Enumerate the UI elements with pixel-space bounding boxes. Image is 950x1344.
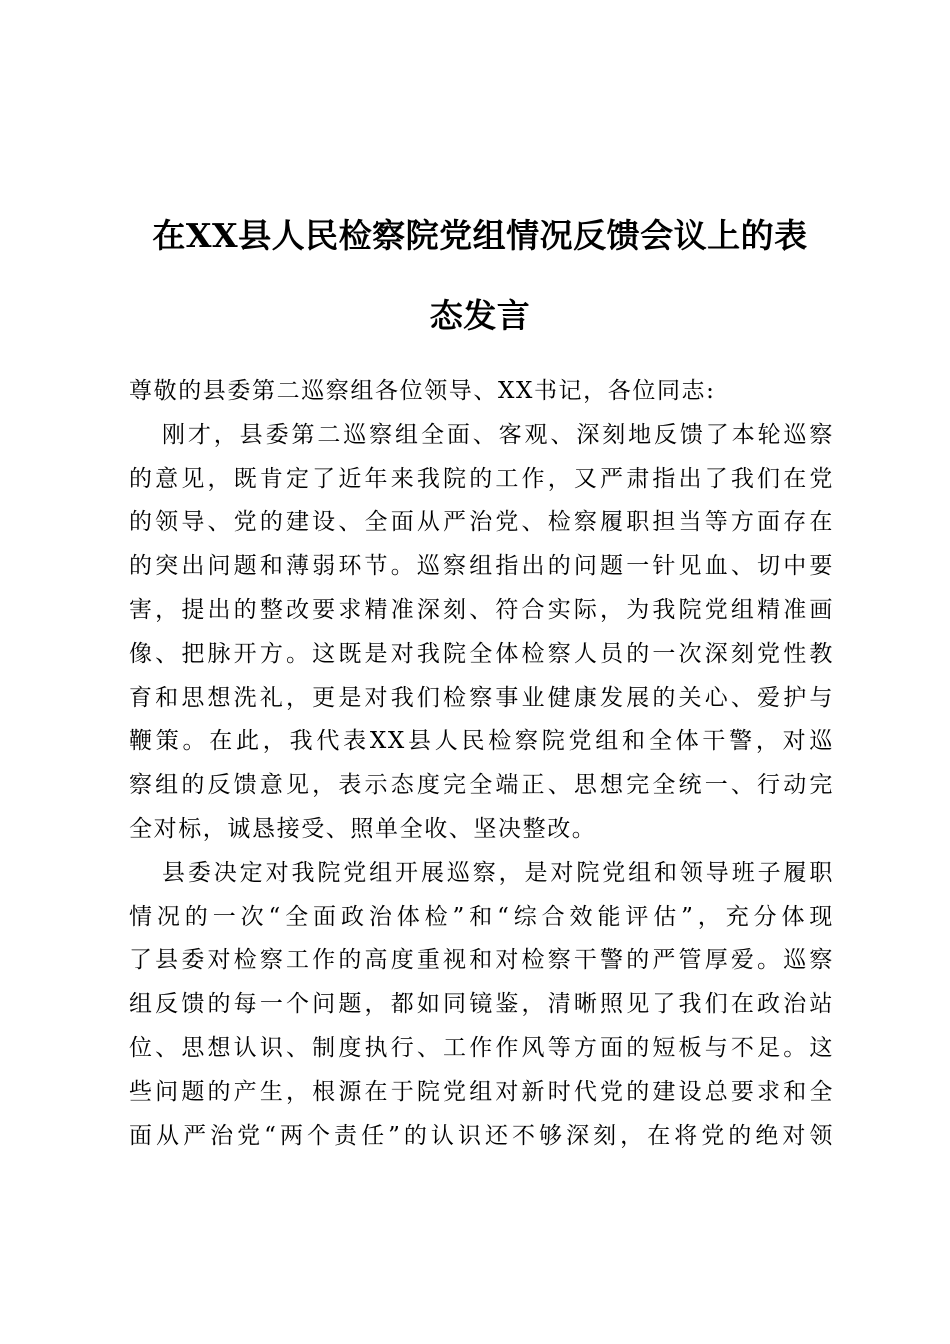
body-line: 育和思想洗礼，更是对我们检察事业健康发展的关心、爱护与 — [129, 684, 834, 711]
body-line: 些问题的产生，根源在于院党组对新时代党的建设总要求和全 — [129, 1078, 834, 1105]
body-line: 组反馈的每一个问题，都如同镜鉴，清晰照见了我们在政治站 — [129, 991, 834, 1018]
document-body — [129, 370, 834, 1158]
body-line: 位、思想认识、制度执行、工作作风等方面的短板与不足。这 — [129, 1034, 834, 1061]
body-line: 情况的一次“全面政治体检”和“综合效能评估”，充分体现 — [129, 903, 834, 930]
body-line: 的意见，既肯定了近年来我院的工作，又严肃指出了我们在党 — [129, 465, 834, 492]
body-line: 的领导、党的建设、全面从严治党、检察履职担当等方面存在 — [129, 509, 834, 536]
body-line: 县委决定对我院党组开展巡察，是对院党组和领导班子履职 — [162, 859, 834, 886]
title-line-2: 态发言 — [429, 296, 531, 335]
body-line: 鞭策。在此，我代表XX县人民检察院党组和全体干警，对巡 — [129, 728, 834, 755]
body-line: 的突出问题和薄弱环节。巡察组指出的问题一针见血、切中要 — [129, 553, 834, 580]
body-line: 害，提出的整改要求精准深刻、符合实际，为我院党组精准画 — [129, 596, 834, 623]
title-line-1: 在XX县人民检察院党组情况反馈会议上的表 — [152, 216, 808, 255]
body-line: 刚才，县委第二巡察组全面、客观、深刻地反馈了本轮巡察 — [162, 421, 834, 448]
body-line: 察组的反馈意见，表示态度完全端正、思想完全统一、行动完 — [129, 772, 834, 799]
body-line: 尊敬的县委第二巡察组各位领导、XX书记，各位同志: — [129, 378, 716, 404]
body-line: 像、把脉开方。这既是对我院全体检察人员的一次深刻党性教 — [129, 640, 834, 667]
body-line: 全对标，诚恳接受、照单全收、坚决整改。 — [129, 815, 597, 842]
document-title — [120, 196, 840, 356]
body-line: 面从严治党“两个责任”的认识还不够深刻，在将党的绝对领 — [129, 1122, 834, 1149]
body-line: 了县委对检察工作的高度重视和对检察干警的严管厚爱。巡察 — [129, 947, 834, 974]
